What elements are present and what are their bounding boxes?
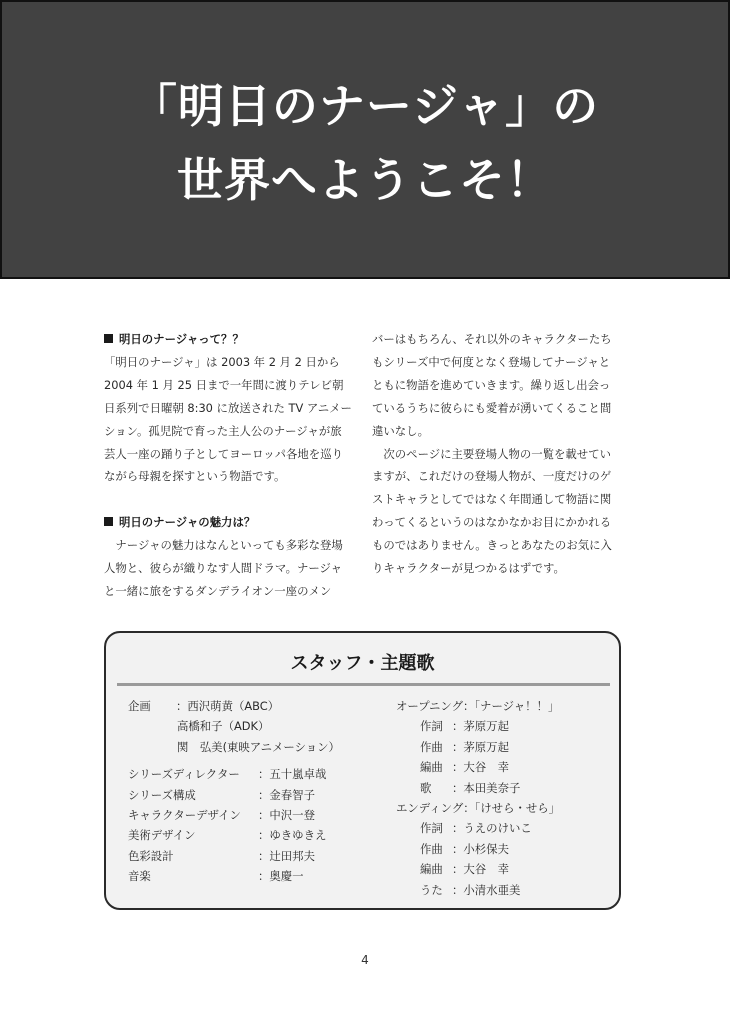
credit-value: ：本田美奈子	[452, 780, 521, 795]
banner-title-line-2: 世界へようこそ！	[177, 153, 553, 207]
article-right-column	[372, 328, 632, 580]
credit-value: ：中沢一登	[258, 807, 315, 822]
credit-label: 色彩設計	[128, 848, 174, 863]
credit-label: 作曲	[420, 739, 443, 754]
section-heading: 明日のナージャの魅力は？	[104, 511, 364, 534]
credit-value: ：奥慶一	[258, 869, 304, 884]
credit-row	[396, 880, 616, 900]
opening-song: オープニング：「ナージャ！！」	[396, 699, 560, 713]
credit-label: うた	[420, 882, 443, 897]
credit-label: 作詞	[420, 719, 443, 734]
title-banner	[0, 0, 730, 279]
article-line: 人物と、彼らが織りなす人間ドラマ。ナージャ	[104, 561, 343, 576]
article-left-column	[104, 328, 364, 603]
article-line: ナージャの魅力はなんといっても多彩な登場	[104, 538, 343, 553]
article-line: ション。孤児院で育った主人公のナージャが旅	[104, 423, 342, 438]
article-line: と一緒に旅をするダンデライオン一座のメン	[104, 583, 332, 598]
credit-row	[128, 866, 368, 886]
page-number: 4	[361, 953, 369, 967]
article-line: 芸人一座の踊り子としてヨーロッパ各地を巡り	[104, 446, 343, 461]
article-line: ながら母親を探すという物語です。	[104, 469, 286, 484]
credit-value: ：金春智子	[258, 787, 315, 802]
article-line: 日系列で日曜朝 8:30 に放送された TV アニメー	[104, 400, 352, 415]
credit-row	[128, 846, 368, 866]
credit-row	[128, 737, 368, 757]
credit-value: ：茅原万起	[452, 719, 509, 734]
staff-credits	[128, 696, 368, 887]
credit-value: ：小清水亜美	[452, 882, 521, 897]
staff-box	[104, 631, 621, 910]
article-line: 次のページに主要登場人物の一覧を載せてい	[372, 446, 611, 461]
credit-label: シリーズ構成	[128, 787, 196, 802]
ending-song: エンディング：「けせら・せら」	[396, 800, 561, 815]
section-heading: 明日のナージャって？？	[104, 328, 364, 351]
credit-row	[396, 716, 616, 736]
banner-title-line-1: 「明日のナージャ」の	[130, 79, 600, 133]
credit-row	[396, 818, 616, 838]
credit-value: ：ゆきゆきえ	[258, 828, 327, 843]
credit-row	[128, 764, 368, 784]
article-line: わってくるというのはなかなかお目にかかれる	[372, 515, 612, 530]
article-line: バーはもちろん、それ以外のキャラクターたち	[372, 332, 612, 346]
article-line: 違いなし。	[372, 423, 429, 438]
credit-value: ：五十嵐卓哉	[258, 767, 327, 782]
credit-label: 編曲	[420, 862, 443, 877]
credit-label: 企画	[128, 699, 151, 713]
credit-value: ：茅原万起	[452, 739, 509, 754]
credit-value: ：小杉保夫	[452, 841, 509, 856]
theme-song-credits	[396, 696, 616, 900]
credit-row	[396, 778, 616, 798]
credit-row	[128, 696, 368, 716]
credit-row	[128, 805, 368, 825]
credit-value: ：うえのけいこ	[452, 821, 532, 836]
credit-row	[396, 757, 616, 777]
credit-label: 歌	[420, 780, 432, 795]
article-line: ますが、これだけの登場人物が、一度だけのゲ	[372, 469, 612, 484]
credit-row	[396, 859, 616, 879]
credit-value: 関 弘美(東映アニメーション）	[177, 739, 340, 754]
staff-box-title: スタッフ・主題歌	[290, 653, 435, 674]
credit-row	[128, 716, 368, 736]
credit-value: ：大谷 幸	[452, 862, 509, 877]
credit-label: 編曲	[420, 760, 443, 775]
credit-value: ：西沢萌黄（ABC）	[176, 699, 280, 713]
article-line: ストキャラとしてではなく年間通して物語に関	[372, 492, 612, 507]
credit-value: ：辻田邦夫	[258, 848, 315, 863]
article-line: りキャラクターが見つかるはずです。	[372, 561, 565, 576]
credit-row	[128, 825, 368, 845]
square-bullet-icon	[104, 517, 113, 526]
credit-label: 音楽	[128, 869, 151, 884]
article-line: ものではありません。きっとあなたのお気に入	[372, 538, 612, 553]
credit-value: ：大谷 幸	[452, 760, 509, 775]
article-line: ともに物語を進めていきます。繰り返し出会っ	[372, 377, 611, 392]
credit-label: 美術デザイン	[128, 828, 196, 843]
credit-label: キャラクターデザイン	[128, 807, 241, 822]
title-divider	[117, 683, 610, 686]
square-bullet-icon	[104, 334, 113, 343]
credit-label: 作詞	[420, 821, 443, 836]
article-line: ているうちに彼らにも愛着が湧いてくること間	[372, 400, 612, 415]
credit-row	[128, 785, 368, 805]
credit-row	[396, 737, 616, 757]
credit-row	[396, 839, 616, 859]
article-line: 「明日のナージャ」は 2003 年 2 月 2 日から	[104, 354, 340, 369]
credit-value: 高橋和子（ADK）	[177, 719, 270, 734]
article-line: 2004 年 1 月 25 日まで一年間に渡りテレビ朝	[104, 377, 344, 392]
article-line: もシリーズ中で何度となく登場してナージャと	[372, 354, 611, 369]
credit-label: 作曲	[420, 841, 443, 856]
credit-label: シリーズディレクター	[128, 767, 240, 782]
